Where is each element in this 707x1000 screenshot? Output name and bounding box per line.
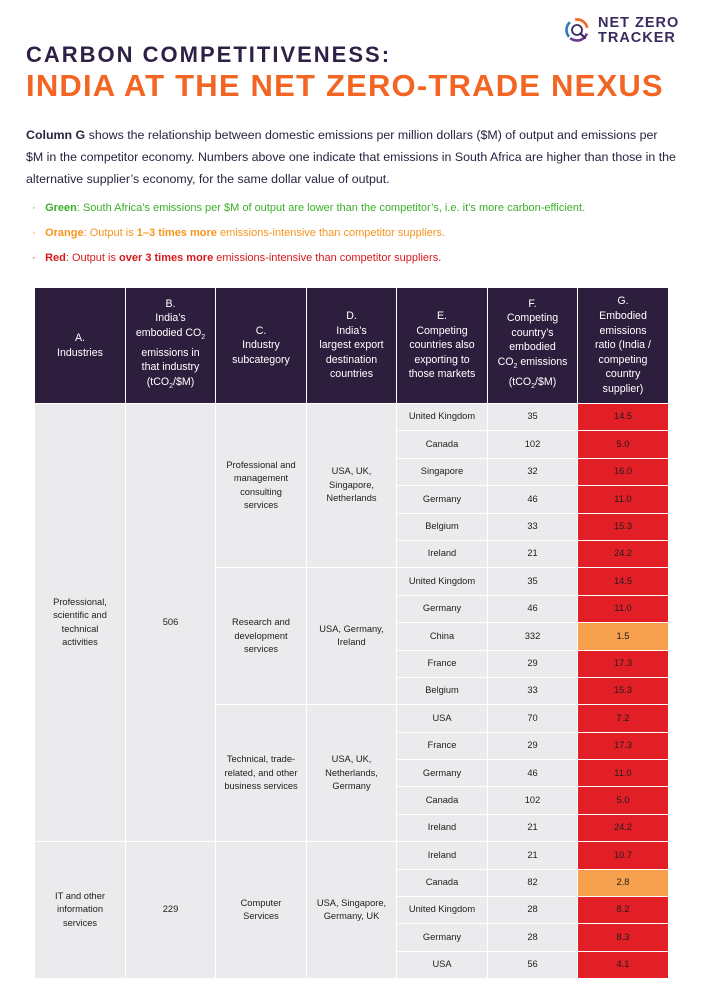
- header-emissions-ratio: G. Embodied emissions ratio (India / competing country supplier): [578, 288, 669, 404]
- competing-country-cell: Ireland: [397, 814, 488, 841]
- emissions-ratio-cell: 16.0: [578, 458, 669, 485]
- table-row: [35, 404, 669, 431]
- header-india-emissions: B. India’s embodied $CO_2$ emissions in that industry (tCO$_2$/$M): [126, 288, 216, 404]
- emissions-ratio-cell: 15.3: [578, 513, 669, 540]
- magnifier-logo-icon: [563, 16, 595, 48]
- competing-country-cell: France: [397, 650, 488, 677]
- competitor-emissions-cell: 35: [488, 404, 578, 431]
- legend-red-text-2: emissions-intensive than competitor suppliers.: [213, 252, 442, 264]
- competing-country-cell: Germany: [397, 924, 488, 951]
- competitor-emissions-cell: 29: [488, 732, 578, 759]
- destinations-cell: USA, Singapore, Germany, UK: [307, 842, 397, 979]
- emissions-ratio-cell: 4.1: [578, 951, 669, 978]
- competing-country-cell: Ireland: [397, 842, 488, 869]
- competitor-emissions-cell: 46: [488, 760, 578, 787]
- competitor-emissions-cell: 32: [488, 458, 578, 485]
- competitor-emissions-cell: 102: [488, 431, 578, 458]
- subcategory-cell: Research and development services: [216, 568, 307, 705]
- header-industries: A. Industries: [35, 288, 126, 404]
- emissions-ratio-cell: 1.5: [578, 623, 669, 650]
- net-zero-tracker-logo: [563, 16, 693, 50]
- emissions-ratio-cell: 8.2: [578, 897, 669, 924]
- india-emissions-cell: 229: [126, 842, 216, 979]
- page-title: INDIA AT THE NET ZERO-TRADE NEXUS: [26, 68, 664, 103]
- legend-orange-text-2: emissions-intensive than competitor suppliers.: [216, 227, 445, 239]
- emissions-ratio-cell: 5.0: [578, 787, 669, 814]
- competing-country-cell: Belgium: [397, 513, 488, 540]
- header-competitor-emissions: F. Competing country’s embodied $CO_2$ emissions (tCO$_2$/$M): [488, 288, 578, 404]
- subcategory-cell: Professional and management consulting services: [216, 404, 307, 568]
- competing-country-cell: Singapore: [397, 458, 488, 485]
- intro-paragraph: [26, 124, 676, 190]
- competitor-emissions-cell: 102: [488, 787, 578, 814]
- competitor-emissions-cell: 21: [488, 842, 578, 869]
- competitor-emissions-cell: 46: [488, 486, 578, 513]
- competitor-emissions-cell: 35: [488, 568, 578, 595]
- industry-cell: Professional, scientific and technical activities: [35, 404, 126, 842]
- competitor-emissions-cell: 28: [488, 897, 578, 924]
- header-destinations: D. India’s largest export destination countries: [307, 288, 397, 404]
- competing-country-cell: USA: [397, 705, 488, 732]
- legend-orange-label: Orange: [45, 227, 84, 239]
- competitor-emissions-cell: 33: [488, 513, 578, 540]
- emissions-ratio-cell: 10.7: [578, 842, 669, 869]
- competitor-emissions-cell: 28: [488, 924, 578, 951]
- emissions-ratio-cell: 11.0: [578, 486, 669, 513]
- competing-country-cell: Germany: [397, 760, 488, 787]
- header-subcategory: C. Industry subcategory: [216, 288, 307, 404]
- competitor-emissions-cell: 46: [488, 595, 578, 622]
- emissions-ratio-cell: 17.3: [578, 732, 669, 759]
- emissions-ratio-cell: 14.5: [578, 404, 669, 431]
- logo-line-1: NET ZERO: [598, 15, 680, 31]
- competing-country-cell: Germany: [397, 595, 488, 622]
- intro-text: shows the relationship between domestic emissions per million dollars ($M) of output and emissions per $M in the competitor economy. Numbers above one indicate that emissions in South Africa are higher than those in the alternative supplier’s economy, for the same dollar value of output.: [26, 128, 676, 186]
- competing-country-cell: USA: [397, 951, 488, 978]
- competing-country-cell: United Kingdom: [397, 568, 488, 595]
- competing-country-cell: Ireland: [397, 540, 488, 567]
- competing-country-cell: Belgium: [397, 677, 488, 704]
- competitor-emissions-cell: 21: [488, 814, 578, 841]
- table-body: [35, 404, 669, 979]
- legend-green-text: : South Africa’s emissions per $M of output are lower than the competitor’s, i.e. it’s more carbon-efficient.: [76, 202, 586, 214]
- emissions-ratio-cell: 5.0: [578, 431, 669, 458]
- competing-country-cell: France: [397, 732, 488, 759]
- legend-bullet: ·: [32, 252, 36, 264]
- emissions-ratio-cell: 17.3: [578, 650, 669, 677]
- competing-country-cell: Canada: [397, 431, 488, 458]
- india-emissions-cell: 506: [126, 404, 216, 842]
- header-row: [35, 288, 669, 404]
- emissions-ratio-cell: 11.0: [578, 760, 669, 787]
- legend-red-text: : Output is: [65, 252, 120, 264]
- subcategory-cell: Computer Services: [216, 842, 307, 979]
- legend-green-label: Green: [45, 202, 77, 214]
- kicker-title: CARBON COMPETITIVENESS:: [26, 42, 392, 67]
- legend-bullet: ·: [32, 202, 36, 214]
- emissions-table: [34, 287, 669, 979]
- intro-lead: Column G: [26, 128, 86, 142]
- logo-line-2: TRACKER: [598, 30, 676, 46]
- legend-red-label: Red: [45, 252, 66, 264]
- legend-orange: [32, 227, 445, 239]
- emissions-ratio-cell: 2.8: [578, 869, 669, 896]
- competitor-emissions-cell: 21: [488, 540, 578, 567]
- legend-green: [32, 202, 585, 214]
- competitor-emissions-cell: 332: [488, 623, 578, 650]
- competing-country-cell: United Kingdom: [397, 897, 488, 924]
- competitor-emissions-cell: 82: [488, 869, 578, 896]
- competitor-emissions-cell: 29: [488, 650, 578, 677]
- emissions-ratio-cell: 15.3: [578, 677, 669, 704]
- competitor-emissions-cell: 56: [488, 951, 578, 978]
- destinations-cell: USA, UK, Singapore, Netherlands: [307, 404, 397, 568]
- legend-orange-emph: 1–3 times more: [136, 227, 217, 239]
- competitor-emissions-cell: 33: [488, 677, 578, 704]
- competing-country-cell: United Kingdom: [397, 404, 488, 431]
- competing-country-cell: Canada: [397, 787, 488, 814]
- destinations-cell: USA, UK, Netherlands, Germany: [307, 705, 397, 842]
- emissions-ratio-cell: 24.2: [578, 814, 669, 841]
- legend-red-emph: over 3 times more: [119, 252, 214, 264]
- emissions-ratio-cell: 8.3: [578, 924, 669, 951]
- emissions-ratio-cell: 24.2: [578, 540, 669, 567]
- legend-bullet: ·: [32, 227, 36, 239]
- emissions-ratio-cell: 7.2: [578, 705, 669, 732]
- industry-cell: IT and other information services: [35, 842, 126, 979]
- table-row: [35, 842, 669, 869]
- legend-orange-text: : Output is: [83, 227, 137, 239]
- competing-country-cell: China: [397, 623, 488, 650]
- emissions-ratio-cell: 11.0: [578, 595, 669, 622]
- subcategory-cell: Technical, trade- related, and other business services: [216, 705, 307, 842]
- header-competing-countries: E. Competing countries also exporting to those markets: [397, 288, 488, 404]
- competing-country-cell: Canada: [397, 869, 488, 896]
- competitor-emissions-cell: 70: [488, 705, 578, 732]
- destinations-cell: USA, Germany, Ireland: [307, 568, 397, 705]
- legend-red: [32, 252, 441, 264]
- emissions-ratio-cell: 14.5: [578, 568, 669, 595]
- competing-country-cell: Germany: [397, 486, 488, 513]
